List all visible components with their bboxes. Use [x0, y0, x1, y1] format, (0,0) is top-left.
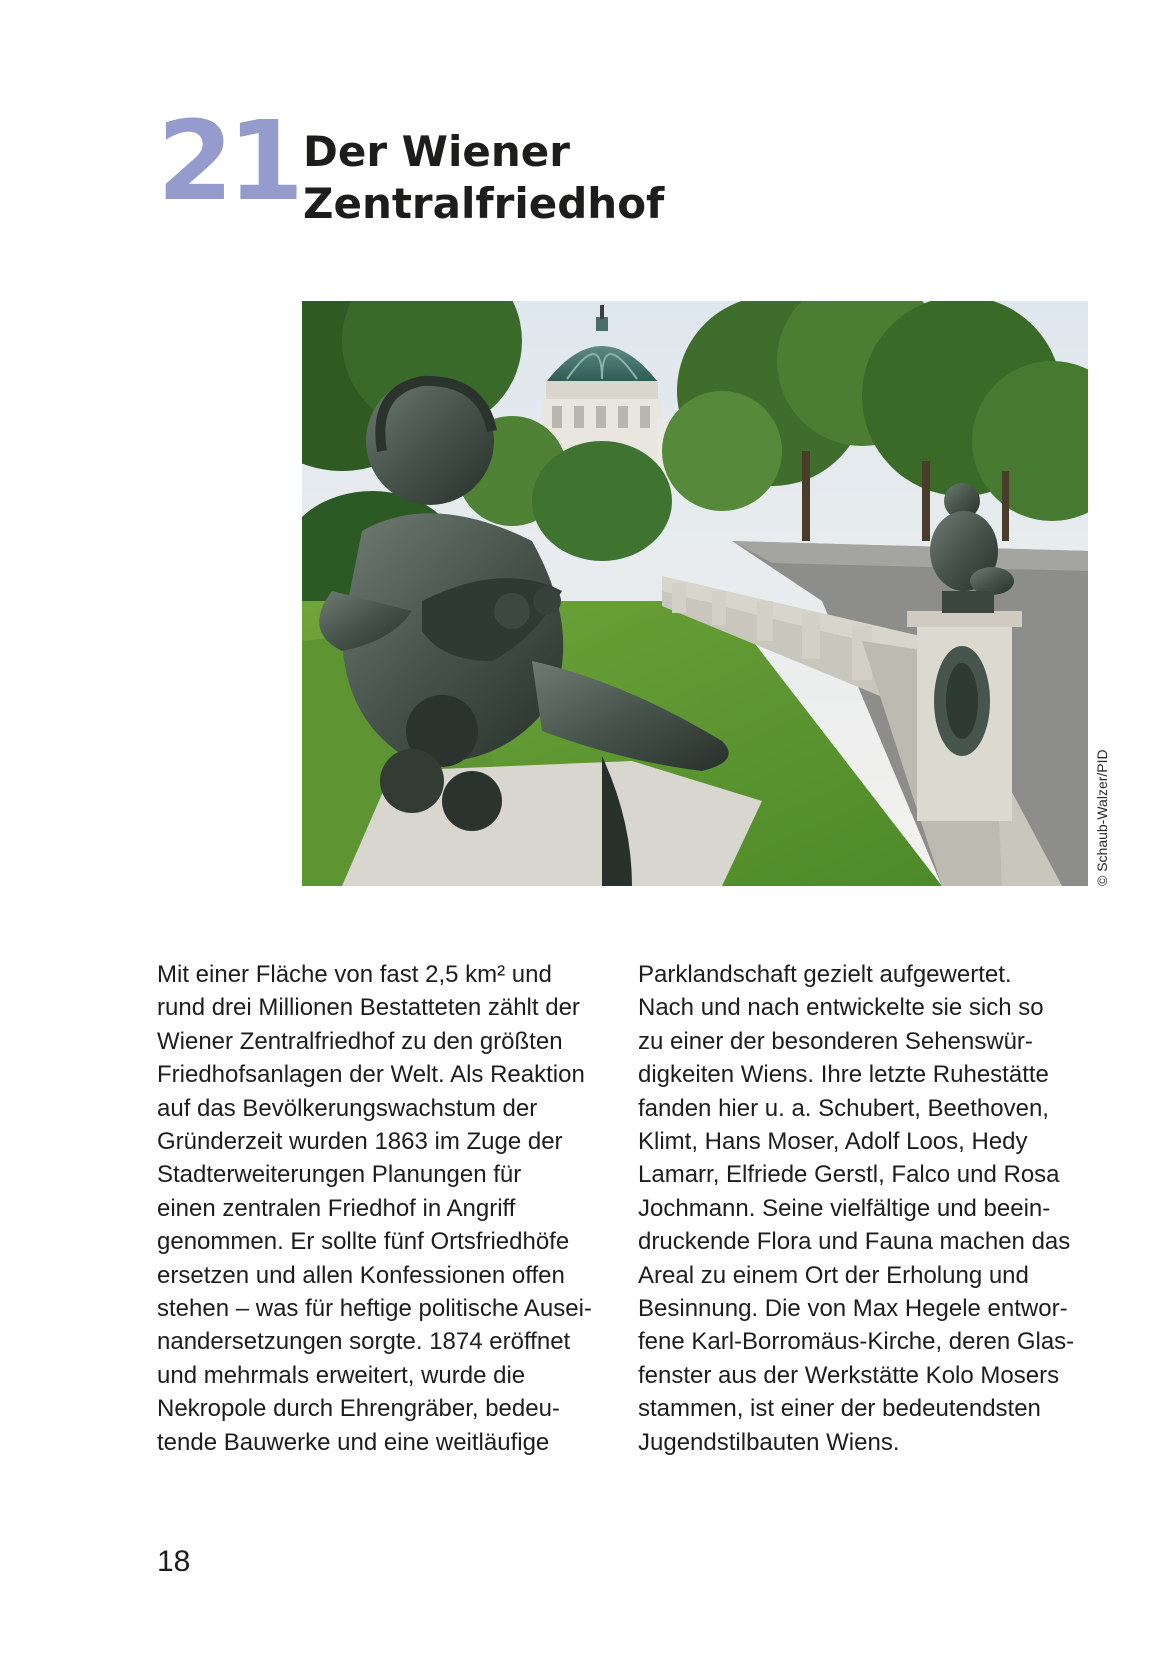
text-line: Wiener Zentralfriedhof zu den größten [157, 1027, 563, 1055]
text-line: Areal zu einem Ort der Erholung und [638, 1261, 1029, 1289]
chapter-title [303, 126, 664, 230]
text-line: zu einer der besonderen Sehenswür- [638, 1027, 1033, 1055]
text-line: nandersetzungen sorgte. 1874 eröffnet [157, 1328, 571, 1356]
text-line: einen zentralen Friedhof in Angriff [157, 1194, 516, 1222]
text-line: Gründerzeit wurden 1863 im Zuge der [157, 1128, 563, 1156]
text-line: stehen – was für heftige politische Ausei- [157, 1295, 592, 1323]
text-line: Klimt, Hans Moser, Adolf Loos, Hedy [638, 1128, 1028, 1156]
text-line: fenster aus der Werkstätte Kolo Mosers [638, 1361, 1060, 1389]
cemetery-photo [302, 301, 1088, 886]
text-line: Stadterweiterungen Planungen für [157, 1161, 522, 1189]
text-line: Parklandschaft gezielt aufgewertet. [638, 961, 1012, 988]
text-line: fanden hier u. a. Schubert, Beethoven, [638, 1094, 1049, 1122]
text-line: druckende Flora und Fauna machen das [638, 1228, 1071, 1256]
text-line: Nach und nach entwickelte sie sich so [638, 994, 1044, 1022]
text-line: Mit einer Fläche von fast 2,5 km² und [157, 961, 552, 988]
text-line: auf das Bevölkerungswachstum der [157, 1094, 538, 1122]
text-line: fene Karl-Borromäus-Kirche, deren Glas- [638, 1328, 1075, 1356]
page-number: 18 [157, 1545, 191, 1578]
text-line: Besinnung. Die von Max Hegele entwor- [638, 1295, 1068, 1323]
chapter-title-line-2: Zentralfriedhof [303, 179, 665, 228]
photo-credit: © Schaub-Walzer/PID [1094, 749, 1110, 886]
text-line: ersetzen und allen Konfessionen offen [157, 1261, 565, 1289]
text-line: Jochmann. Seine vielfältige und beein- [638, 1194, 1051, 1222]
cemetery-photo-illustration [302, 301, 1088, 886]
text-line: Friedhofsanlagen der Welt. Als Reaktion [157, 1061, 585, 1089]
text-line: Jugendstilbauten Wiens. [638, 1428, 900, 1456]
body-text-right-column [638, 958, 1098, 1459]
text-line: Nekropole durch Ehrengräber, bedeu- [157, 1395, 560, 1423]
text-line: und mehrmals erweitert, wurde die [157, 1361, 526, 1389]
chapter-title-line-1: Der Wiener [303, 127, 570, 176]
text-line: rund drei Millionen Bestatteten zählt der [157, 994, 580, 1022]
body-text-left-column [157, 958, 617, 1459]
text-line: digkeiten Wiens. Ihre letzte Ruhestätte [638, 1061, 1049, 1089]
text-line: genommen. Er sollte fünf Ortsfriedhöfe [157, 1228, 570, 1256]
text-line: tende Bauwerke und eine weitläufige [157, 1428, 550, 1456]
text-line: Lamarr, Elfriede Gerstl, Falco und Rosa [638, 1161, 1060, 1189]
text-line: stammen, ist einer der bedeutendsten [638, 1395, 1041, 1423]
chapter-number: 21 [157, 97, 299, 225]
